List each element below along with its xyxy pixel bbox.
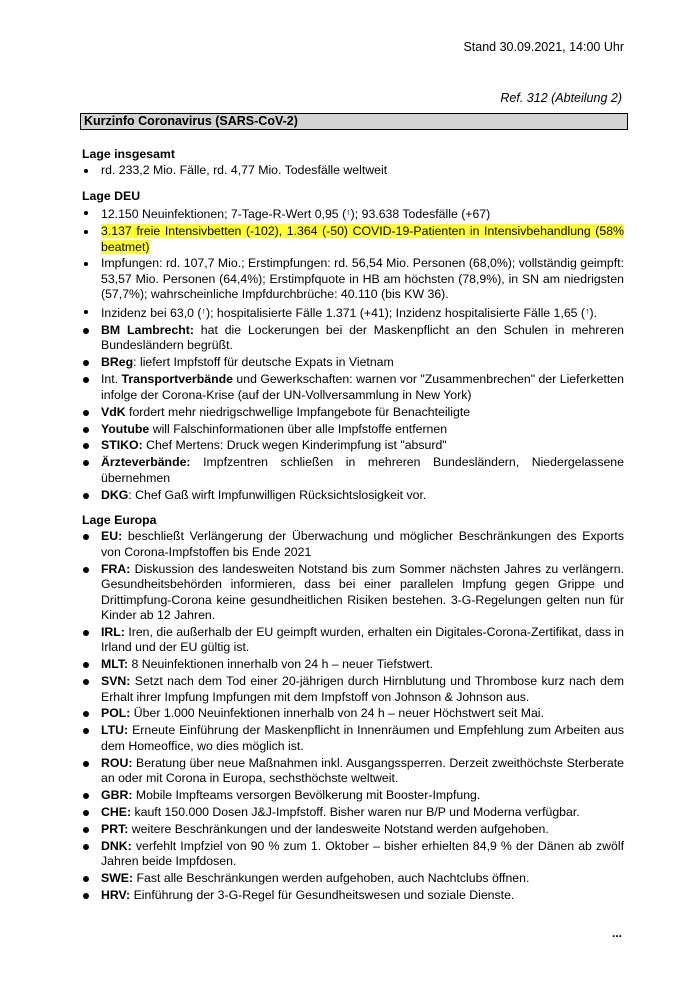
list-item: Ärzteverbände: Impfzentren schließen in mehreren Bundesländern, Niedergelassene übernehmen <box>82 455 624 486</box>
continuation-marker: ... <box>611 926 622 940</box>
section-heading: Lage insgesamt <box>82 147 175 161</box>
list-item: HRV: Einführung der 3-G-Regel für Gesundheitswesen und soziale Dienste. <box>82 888 624 903</box>
document-title: Kurzinfo Coronavirus (SARS-CoV-2) <box>80 113 628 130</box>
list-item: SWE: Fast alle Beschränkungen werden aufgehoben, auch Nachtclubs öffnen. <box>82 871 624 886</box>
arrow-up-icon: ↑ <box>346 207 351 218</box>
list-item: POL: Über 1.000 Neuinfektionen innerhalb von 24 h – neuer Höchstwert seit Mai. <box>82 706 624 721</box>
section-lage-europa <box>82 513 624 903</box>
list-item: PRT: weitere Beschränkungen und der landesweite Notstand werden aufgehoben. <box>82 822 624 837</box>
bullet-list <box>82 529 624 903</box>
bullet-list <box>82 163 624 178</box>
list-item: GBR: Mobile Impfteams versorgen Bevölkerung mit Booster-Impfung. <box>82 788 624 803</box>
section-lage-deu <box>82 189 624 503</box>
list-item: CHE: kauft 150.000 Dosen J&J-Impfstoff. Bisher waren nur B/P und Moderna verfügbar. <box>82 805 624 820</box>
list-item: MLT: 8 Neuinfektionen innerhalb von 24 h – neuer Tiefstwert. <box>82 657 624 672</box>
list-item-highlighted: 3.137 freie Intensivbetten (-102), 1.364 (-50) COVID-19-Patienten in Intensivbehandlung (58% beatmet) <box>82 224 624 255</box>
list-item: BM Lambrecht: hat die Lockerungen bei der Maskenpflicht an den Schulen in mehreren Bundesländern begrüßt. <box>82 323 624 354</box>
document-body <box>82 147 624 913</box>
bullet-list <box>82 205 624 503</box>
date-stamp: Stand 30.09.2021, 14:00 Uhr <box>463 40 624 54</box>
list-item: VdK fordert mehr niedrigschwellige Impfangebote für Benachteiligte <box>82 405 624 420</box>
list-item: 12.150 Neuinfektionen; 7-Tage-R-Wert 0,95 (↑); 93.638 Todesfälle (+67) <box>82 205 624 222</box>
reference-line: Ref. 312 (Abteilung 2) <box>500 91 622 105</box>
list-item: IRL: Iren, die außerhalb der EU geimpft wurden, erhalten ein Digitales-Corona-Zertifikat, dass in Irland und der EU gültig ist. <box>82 625 624 656</box>
list-item: DKG: Chef Gaß wirft Impfunwilligen Rücksichtslosigkeit vor. <box>82 488 624 503</box>
arrow-up-icon: ↑ <box>585 306 590 317</box>
arrow-up-icon: ↑ <box>201 306 206 317</box>
section-lage-insgesamt <box>82 147 624 179</box>
list-item: SVN: Setzt nach dem Tod einer 20-jährigen durch Hirnblutung und Thrombose kurz nach dem Erhalt ihrer Impfung Impfungen mit dem Impfstoff von Johnson & Johnson aus. <box>82 674 624 705</box>
list-item: STIKO: Chef Mertens: Druck wegen Kinderimpfung ist "absurd" <box>82 438 624 453</box>
list-item: Impfungen: rd. 107,7 Mio.; Erstimpfungen: rd. 56,54 Mio. Personen (68,0%); vollständig geimpft: 53,57 Mio. Personen (64,4%); Erstimpfquote in HB am höchsten (78,9%), in SN am niedrigsten (57,7%); wahrscheinliche Impfdurchbrüche: 40.110 (bis KW 36). <box>82 256 624 302</box>
list-item: LTU: Erneute Einführung der Maskenpflicht in Innenräumen und Empfehlung zum Arbeiten aus dem Homeoffice, wo dies möglich ist. <box>82 723 624 754</box>
section-heading: Lage Europa <box>82 513 157 528</box>
list-item: Inzidenz bei 63,0 (↑); hospitalisierte Fälle 1.371 (+41); Inzidenz hospitalisierte Fälle 1,65 (↑). <box>82 304 624 321</box>
list-item: DNK: verfehlt Impfziel von 90 % zum 1. Oktober – bisher erhielten 84,9 % der Dänen ab zwölf Jahren beide Impfdosen. <box>82 839 624 870</box>
list-item: EU: beschließt Verlängerung der Überwachung und möglicher Beschränkungen des Exports von Corona-Impfstoffen bis Ende 2021 <box>82 529 624 560</box>
section-heading: Lage DEU <box>82 188 141 203</box>
list-item: Youtube will Falschinformationen über alle Impfstoffe entfernen <box>82 422 624 437</box>
list-item: ROU: Beratung über neue Maßnahmen inkl. Ausgangssperren. Derzeit zweithöchste Sterberate an oder mit Corona in Europa, sechsthöchste weltweit. <box>82 756 624 787</box>
list-item: FRA: Diskussion des landesweiten Notstand bis zum Sommer nächsten Jahres zu verlängern. Gesundheitsbehörden informieren, dass bei einer parallelen Impfung gegen Grippe und Drittimpfung-Corona keine gesundheitlichen Risiken bestehen. 3-G-Regelungen gelten nun für Kinder ab 12 Jahren. <box>82 562 624 624</box>
list-item: rd. 233,2 Mio. Fälle, rd. 4,77 Mio. Todesfälle weltweit <box>82 163 624 178</box>
list-item: Int. Transportverbände und Gewerkschaften: warnen vor "Zusammenbrechen" der Lieferketten infolge der Corona-Krise (auf der UN-Vollversammlung in New York) <box>82 372 624 403</box>
list-item: BReg: liefert Impfstoff für deutsche Expats in Vietnam <box>82 355 624 370</box>
